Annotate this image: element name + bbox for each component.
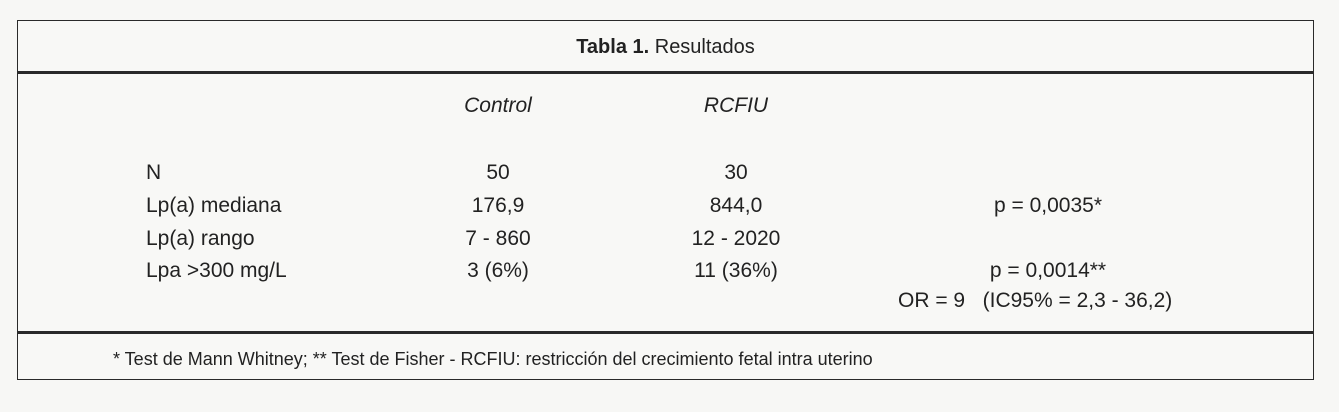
table-footnote: * Test de Mann Whitney; ** Test de Fisher - RCFIU: restricción del crecimiento fetal intra uterino xyxy=(113,349,873,369)
control-value: 7 - 860 xyxy=(465,227,531,250)
row-label: Lpa >300 mg/L xyxy=(146,259,287,282)
row-label: Lp(a) rango xyxy=(146,227,255,250)
table-caption xyxy=(18,36,1313,59)
control-value: 50 xyxy=(486,161,510,184)
caption-number: Tabla 1. xyxy=(576,36,650,58)
rcfiu-value: 30 xyxy=(724,161,748,184)
control-value: 3 (6%) xyxy=(467,259,529,282)
caption-title: Resultados xyxy=(649,36,755,58)
row-label: N xyxy=(146,161,162,184)
table-row xyxy=(18,227,1313,259)
rcfiu-value: 844,0 xyxy=(709,194,763,217)
header-rule xyxy=(18,71,1313,74)
footer-rule xyxy=(18,331,1313,334)
column-header-rcfiu: RCFIU xyxy=(703,94,769,117)
table-row xyxy=(18,259,1313,291)
rcfiu-value: 12 - 2020 xyxy=(691,227,781,250)
odds-ratio: OR = 9 (IC95% = 2,3 - 36,2) xyxy=(898,289,1173,312)
table-row xyxy=(18,194,1313,226)
row-label: Lp(a) mediana xyxy=(146,194,282,217)
rcfiu-value: 11 (36%) xyxy=(694,259,778,282)
p-value: p = 0,0035* xyxy=(993,194,1102,217)
control-value: 176,9 xyxy=(471,194,525,217)
p-value: p = 0,0014** xyxy=(989,259,1107,282)
column-header-control: Control xyxy=(464,94,532,117)
table-row xyxy=(18,161,1313,193)
results-table xyxy=(17,20,1314,380)
